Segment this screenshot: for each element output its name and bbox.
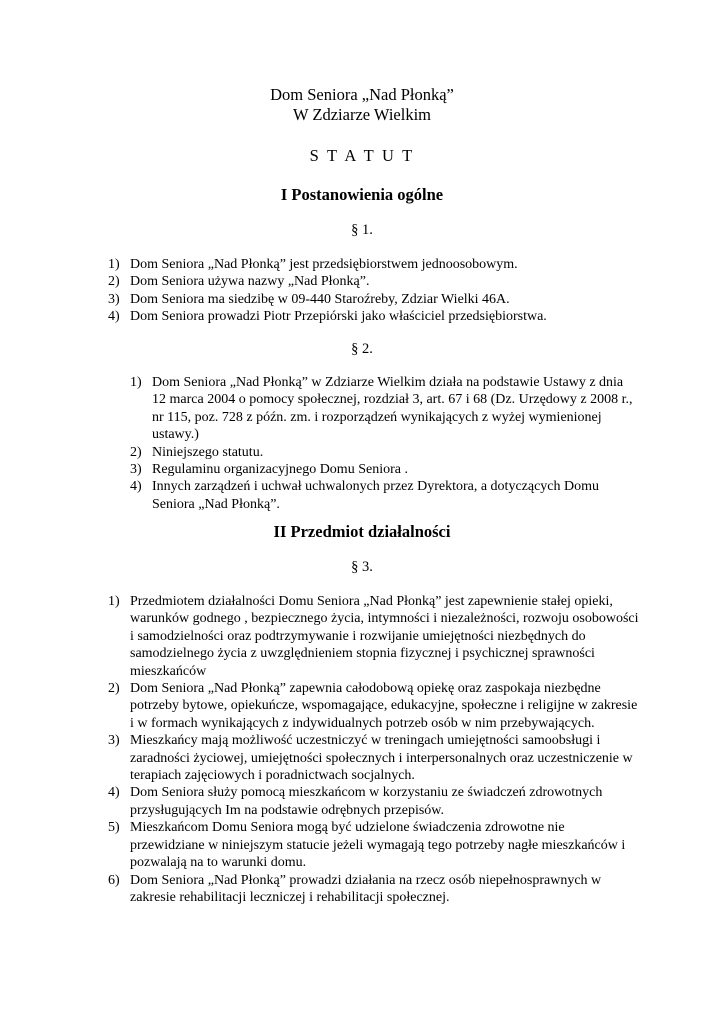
- list-text: Dom Seniora używa nazwy „Nad Płonką”.: [130, 274, 370, 290]
- list-number: 3): [108, 291, 120, 307]
- list-text: Dom Seniora „Nad Płonką” prowadzi działania na rzecz osób niepełnosprawnych w zakresie rehabilitacji leczniczej i rehabilitacji społecznej.: [130, 872, 602, 905]
- list-number: 3): [108, 733, 120, 749]
- list-number: 4): [130, 479, 142, 495]
- list-text: Dom Seniora prowadzi Piotr Przepiórski jako właściciel przedsiębiorstwa.: [130, 309, 547, 325]
- list-item: [108, 593, 640, 680]
- list-text: Dom Seniora służy pomocą mieszkańcom w korzystaniu ze świadczeń zdrowotnych przysługujących Im na podstawie odrębnych przepisów.: [130, 785, 603, 818]
- list-number: 1): [130, 375, 142, 390]
- list-item: [130, 478, 637, 513]
- list-item: [108, 273, 690, 290]
- title-line-1: Dom Seniora „Nad Płonką”: [270, 85, 454, 104]
- list-item: [108, 784, 640, 819]
- paragraph-sign-1: § 1.: [351, 222, 373, 238]
- list-text: Dom Seniora „Nad Płonką” w Zdziarze Wielkim działa na podstawie Ustawy z dnia 12 marca 2004 o pomocy społecznej, rozdział 3, art. 67 i 68 (Dz. Urzędowy z 2008 r., nr 115, poz. 728 z późn. zm. i rozporządzeń wynikających z wyżej wymienionej ustawy.): [152, 375, 633, 443]
- list-text: Przedmiotem działalności Domu Seniora „Nad Płonką” jest zapewnienie stałej opieki, warunków godnego , bezpiecznego życia, intymności i niezależności, rozwoju osobowości i samodzielności oraz podtrzymywanie i rozwijanie umiejętności niezbędnych do samodzielnego życia z uwzględnieniem stopnia fizycznej i psychicznej sprawności mieszkańców: [130, 594, 639, 679]
- list-number: 4): [108, 309, 120, 325]
- list-item: [130, 374, 637, 444]
- list-number: 1): [108, 594, 120, 609]
- section-2-heading: II Przedmiot działalności: [273, 522, 451, 541]
- list-text: Mieszkańcy mają możliwość uczestniczyć w treningach umiejętności samoobsługi i zaradności życiowej, umiejętności społecznych i interpersonalnych oraz uczestniczenie w terapiach zajęciowych i poradnictwach socjalnych.: [130, 733, 633, 784]
- list-item: [108, 819, 640, 871]
- list-number: 4): [108, 785, 120, 801]
- list-number: 2): [108, 274, 120, 290]
- list-item: [130, 444, 637, 461]
- paragraph-sign-3: § 3.: [351, 559, 373, 575]
- paragraph-1-list: [108, 256, 690, 326]
- paragraph-sign-2: § 2.: [351, 341, 373, 357]
- list-item: [108, 291, 690, 308]
- list-text: Dom Seniora „Nad Płonką” zapewnia całodobową opiekę oraz zaspokaja niezbędne potrzeby bytowe, opiekuńcze, wspomagające, edukacyjne, społeczne i religijne w zakresie i w formach wynikających z indywidualnych potrzeb osób w nim przebywających.: [130, 681, 638, 731]
- list-number: 6): [108, 872, 120, 888]
- list-number: 2): [108, 681, 120, 697]
- list-item: [108, 732, 640, 784]
- list-text: Dom Seniora ma siedzibę w 09-440 Staroźreby, Zdziar Wielki 46A.: [130, 291, 510, 307]
- list-item: [108, 872, 640, 907]
- paragraph-2-list: [130, 374, 637, 513]
- list-text: Mieszkańcom Domu Seniora mogą być udzielone świadczenia zdrowotne nie przewidziane w niniejszym statucie jeżeli wymagają tego potrzeby nagłe mieszkańców i pozwalają na to warunki domu.: [130, 820, 626, 871]
- list-number: 5): [108, 820, 120, 836]
- paragraph-3-list: [108, 593, 640, 906]
- list-number: 2): [130, 444, 142, 460]
- list-text: Regulaminu organizacyjnego Domu Seniora .: [152, 462, 408, 478]
- list-text: Innych zarządzeń i uchwał uchwalonych przez Dyrektora, a dotyczących Domu Seniora „Nad Płonką”.: [152, 479, 600, 512]
- list-number: 3): [130, 462, 142, 478]
- list-text: Dom Seniora „Nad Płonką” jest przedsiębiorstwem jednoosobowym.: [130, 257, 518, 272]
- list-item: [108, 680, 640, 732]
- list-item: [108, 308, 690, 325]
- list-item: [130, 461, 637, 478]
- statut-title: S T A T U T: [309, 146, 415, 165]
- list-text: Niniejszego statutu.: [152, 444, 264, 460]
- section-1-heading: I Postanowienia ogólne: [280, 185, 444, 204]
- title-line-2: W Zdziarze Wielkim: [292, 105, 431, 124]
- list-item: [108, 256, 690, 273]
- list-number: 1): [108, 257, 120, 272]
